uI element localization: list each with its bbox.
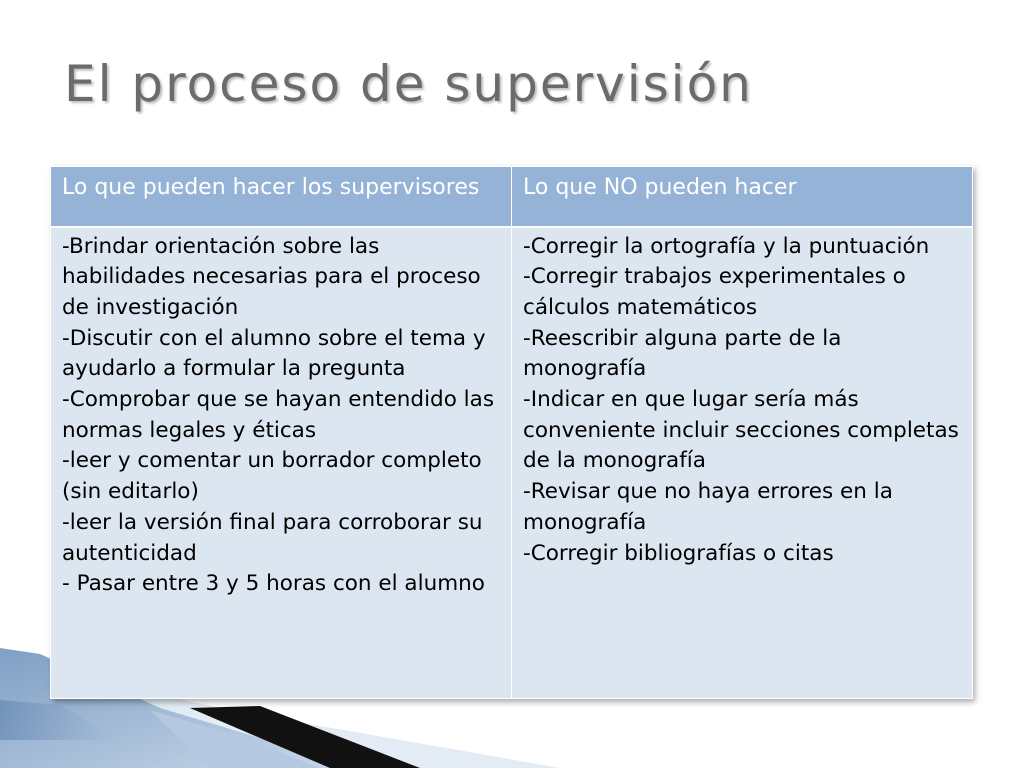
list-item: -leer y comentar un borrador completo (sin editarlo) bbox=[62, 448, 482, 505]
list-item: -Corregir bibliografías o citas bbox=[523, 540, 834, 566]
list-item: -Indicar en que lugar sería más conveniente incluir secciones completas de la monografía bbox=[523, 387, 959, 474]
list-item: -leer la versión final para corroborar su autenticidad bbox=[62, 509, 483, 566]
table-header-row bbox=[51, 167, 973, 227]
list-item: - Pasar entre 3 y 5 horas con el alumno bbox=[62, 571, 485, 597]
cell-can-do bbox=[51, 227, 512, 699]
list-item: -Comprobar que se hayan entendido las normas legales y éticas bbox=[62, 387, 495, 443]
cell-cannot-do bbox=[512, 227, 973, 699]
list-item: -Corregir trabajos experimentales o cálculos matemáticos bbox=[523, 264, 906, 320]
list-item: -Revisar que no haya errores en la monografía bbox=[523, 479, 893, 535]
list-item: -Discutir con el alumno sobre el tema y ayudarlo a formular la pregunta bbox=[62, 325, 486, 382]
slide-title: El proceso de supervisión bbox=[64, 55, 753, 113]
list-item: -Brindar orientación sobre las habilidades necesarias para el proceso de investigación bbox=[62, 233, 481, 320]
header-can-do: Lo que pueden hacer los supervisores bbox=[51, 167, 512, 227]
list-item: -Corregir la ortografía y la puntuación bbox=[523, 233, 930, 259]
supervision-table bbox=[50, 166, 973, 699]
header-cannot-do: Lo que NO pueden hacer bbox=[512, 167, 973, 227]
list-item: -Reescribir alguna parte de la monografía bbox=[523, 325, 842, 382]
table-row bbox=[51, 227, 973, 699]
supervision-table-container bbox=[50, 166, 972, 699]
